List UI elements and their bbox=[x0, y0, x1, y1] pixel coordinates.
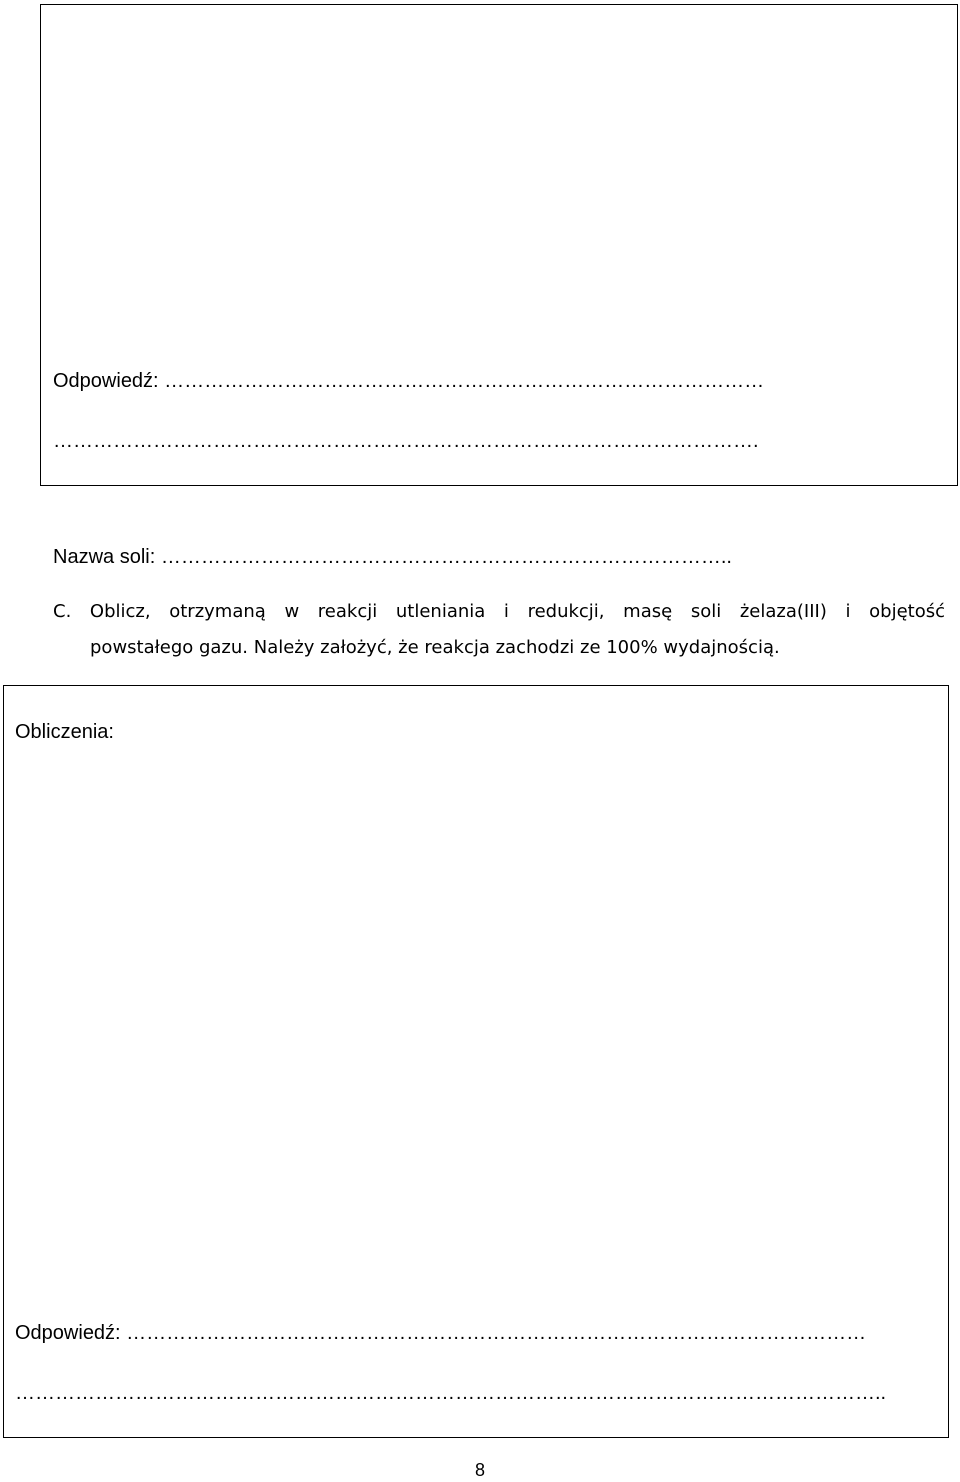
answer-dots-line-bottom: ………………………………………………………………………………………………………………….. bbox=[15, 1382, 887, 1404]
task-c-line-1: C. Oblicz, otrzymaną w reakcji utleniania i redukcji, masę soli żelaza(III) i objętość bbox=[53, 601, 945, 622]
answer-box-top bbox=[40, 4, 958, 486]
answer-dots-line: ……………………………………………………………………………………………. bbox=[53, 430, 759, 452]
task-c-line-2: powstałego gazu. Należy założyć, że reakcja zachodzi ze 100% wydajnością. bbox=[90, 637, 780, 658]
page-number: 8 bbox=[474, 1460, 485, 1480]
salt-name-field: Nazwa soli: ………………………………………………………………………….. bbox=[53, 546, 732, 568]
answer-label: Odpowiedź: ……………………………………………………………………………… bbox=[53, 370, 765, 392]
answer-label-bottom: Odpowiedź: ………………………………………………………………………………………………… bbox=[15, 1322, 867, 1344]
calculations-label: Obliczenia: bbox=[15, 721, 114, 743]
